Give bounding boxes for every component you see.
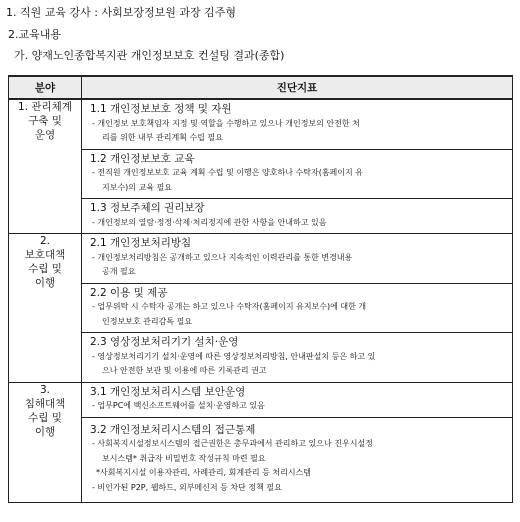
- index-desc: - 업무PC에 백신소프트웨어를 설치·운영하고 있음: [92, 401, 265, 410]
- area-line: 운영: [34, 129, 56, 141]
- area-line: 1. 관리체계: [18, 101, 72, 113]
- instructor-line: 1. 직원 교육 강사 : 사회보장정보원 과장 김주형: [6, 6, 236, 19]
- area-cell-3: [9, 382, 82, 502]
- index-desc: - 전직원 개인정보보호 교육 계획 수립 및 이행은 양호하나 수탁자(홈페이지 유: [92, 168, 364, 177]
- area-line: 보호대책: [24, 249, 66, 261]
- index-cell: [82, 283, 513, 333]
- header-index: 진단지표: [82, 76, 513, 99]
- index-cell: [82, 199, 513, 234]
- header-area: 분야: [9, 76, 82, 99]
- table-row: [9, 382, 513, 417]
- index-footnote: *사회복지시설 이용자관리, 사례관리, 회계관리 등 처리시스템: [96, 468, 311, 477]
- index-title: 1.3 정보주체의 권리보장: [90, 202, 205, 214]
- area-line: 3.: [39, 383, 51, 396]
- index-desc: 공개 필요: [102, 267, 136, 276]
- area-line: 수립 및: [28, 263, 62, 275]
- index-title: 3.1 개인정보처리시스템 보안운영: [90, 385, 246, 398]
- index-title: 1.1 개인정보보호 정책 및 자원: [90, 103, 232, 115]
- index-desc: - 사회복지시설정보시스템의 접근권한은 총무과에서 관리하고 있으나 진우시설정: [92, 439, 373, 448]
- section-heading: 2.교육내용: [8, 28, 61, 41]
- index-desc: 인정보보호 관리감독 필요: [102, 316, 193, 326]
- area-line: 이행: [34, 277, 56, 289]
- consulting-result-table: [8, 75, 513, 503]
- index-title: 2.1 개인정보처리방침: [90, 237, 192, 249]
- index-desc: 으나 안전한 보관 및 이용에 따른 기록관리 권고: [102, 366, 267, 375]
- area-line: 구축 및: [28, 115, 62, 127]
- table-row: [9, 333, 513, 383]
- index-desc: - 업무위탁 시 수탁자 공개는 하고 있으나 수탁자(홈페이지 유지보수)에 대한 개: [92, 302, 367, 311]
- index-title: 2.2 이용 및 제공: [90, 286, 168, 299]
- area-line: 수립 및: [28, 411, 62, 424]
- index-cell: [82, 234, 513, 284]
- index-cell: [82, 417, 513, 502]
- index-cell: [82, 382, 513, 417]
- index-desc: 지보수)의 교육 필요: [102, 182, 173, 192]
- table-row: [9, 234, 513, 284]
- table-row: [9, 283, 513, 333]
- index-desc: - 영상정보처리기기 설치·운영에 따른 영상정보처리방침, 안내판설치 등은 하고 있: [92, 351, 376, 361]
- index-desc: 보시스템* 취급자 비밀번호 작성규칙 마련 필요: [102, 453, 266, 463]
- index-title: 1.2 개인정보보호 교육: [90, 152, 195, 165]
- table-row: [9, 417, 513, 502]
- area-cell-2: [9, 234, 82, 383]
- table-row: [9, 199, 513, 234]
- index-desc: - 개인정보처리방침은 공개하고 있으나 지속적인 이력관리를 통한 변경내용: [92, 252, 353, 262]
- index-desc: - 개인정보 보호책임자 지정 및 역할을 수행하고 있으나 개인정보의 안전한 처: [92, 118, 360, 128]
- index-desc: - 비인가된 P2P, 웹하드, 외부메신저 등 차단 정책 필요: [92, 482, 282, 492]
- index-title: 3.2 개인정보처리시스템의 접근통제: [90, 423, 256, 436]
- index-cell: [82, 149, 513, 199]
- table-row: [9, 149, 513, 199]
- index-cell: [82, 333, 513, 383]
- area-line: 이행: [34, 425, 56, 438]
- table-header-row: [9, 76, 513, 99]
- index-cell: [82, 99, 513, 149]
- index-desc: 리를 위한 내부 관리계획 수립 필요: [102, 133, 223, 142]
- subsection-heading: 가. 양재노인종합복지관 개인정보보호 컨설팅 결과(종합): [14, 49, 285, 62]
- table-row: [9, 99, 513, 149]
- index-desc: - 개인정보의 열람·정정·삭제·처리정지에 관한 사항을 안내하고 있음: [92, 217, 327, 227]
- area-line: 2.: [39, 235, 51, 247]
- index-title: 2.3 영상정보처리기기 설치·운영: [90, 336, 239, 348]
- area-cell-1: [9, 99, 82, 234]
- area-line: 침해대책: [24, 397, 66, 410]
